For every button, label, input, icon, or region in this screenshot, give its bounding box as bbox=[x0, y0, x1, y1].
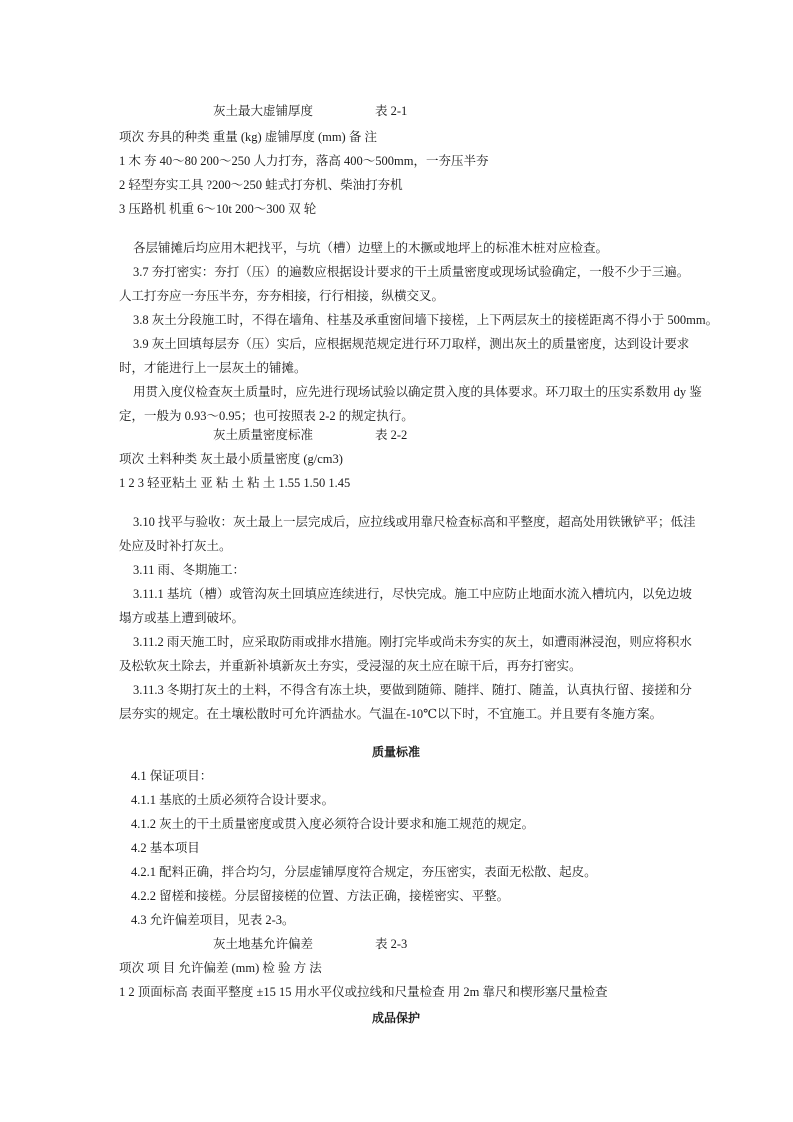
table-2-3-row: 1 2 顶面标高 表面平整度 ±15 15 用水平仪或拉线和尺量检查 用 2m 靠尺和楔形塞尺量检查 bbox=[119, 985, 608, 999]
paragraph-line: 层夯实的规定。在土壤松散时可允许洒盐水。气温在-10℃以下时，不宜施工。并且要有冬施方案。 bbox=[119, 707, 663, 721]
paragraph-line: 及松软灰土除去，并重新补填新灰土夯实，受浸湿的灰土应在晾干后，再夯打密实。 bbox=[119, 659, 582, 673]
paragraph-line: 定，一般为 0.93～0.95；也可按照表 2-2 的规定执行。 bbox=[119, 409, 414, 423]
section-heading-quality: 质量标准 bbox=[372, 745, 421, 759]
paragraph-line: 时，才能进行上一层灰土的铺摊。 bbox=[119, 361, 307, 375]
paragraph-line: 3.11.1 基坑（槽）或管沟灰土回填应连续进行，尽快完成。施工中应防止地面水流入槽坑内，以免边坡 bbox=[133, 587, 692, 601]
quality-line: 4.2.1 配料正确，拌合均匀，分层虚铺厚度符合规定，夯压密实，表面无松散、起皮。 bbox=[131, 865, 597, 879]
paragraph-line: 3.9 灰土回填每层夯（压）实后，应根据规范规定进行环刀取样，测出灰土的质量密度，达到设计要求 bbox=[133, 337, 690, 351]
paragraph-line: 3.11 雨、冬期施工： bbox=[133, 563, 246, 577]
quality-line: 4.1.2 灰土的干土质量密度或贯入度必须符合设计要求和施工规范的规定。 bbox=[131, 817, 535, 831]
paragraph-line: 3.11.2 雨天施工时，应采取防雨或排水措施。刚打完毕或尚未夯实的灰土，如遭雨淋浸泡，则应将积水 bbox=[133, 635, 692, 649]
table-2-1-row: 3 压路机 机重 6～10t 200～300 双 轮 bbox=[119, 202, 317, 216]
table-2-2-caption: 灰土质量密度标准 bbox=[213, 428, 314, 442]
table-2-3-caption: 灰土地基允许偏差 bbox=[213, 937, 314, 951]
table-2-2-number: 表 2-2 bbox=[375, 428, 408, 442]
table-2-2-header: 项次 土料种类 灰土最小质量密度 (g/cm3) bbox=[119, 452, 343, 466]
paragraph-line: 各层铺摊后均应用木耙找平，与坑（槽）边壁上的木撅或地坪上的标准木桩对应检查。 bbox=[133, 241, 609, 255]
paragraph-line: 用贯入度仪检查灰土质量时，应先进行现场试验以确定贯入度的具体要求。环刀取土的压实系数用 dy 鉴 bbox=[133, 385, 702, 399]
table-2-1-number: 表 2-1 bbox=[375, 104, 408, 118]
paragraph-line: 3.7 夯打密实：夯打（压）的遍数应根据设计要求的干土质量密度或现场试验确定，一般不少于三遍。 bbox=[133, 265, 690, 279]
quality-line: 4.3 允许偏差项目，见表 2-3。 bbox=[131, 913, 295, 927]
paragraph-line: 人工打夯应一夯压半夯，夯夯相接，行行相接，纵横交叉。 bbox=[119, 289, 445, 303]
paragraph-line: 处应及时补打灰土。 bbox=[119, 539, 232, 553]
table-2-3-header: 项次 项 目 允许偏差 (mm) 检 验 方 法 bbox=[119, 961, 322, 975]
quality-line: 4.2 基本项目 bbox=[131, 841, 200, 855]
table-2-1-header: 项次 夯具的种类 重量 (kg) 虚铺厚度 (mm) 备 注 bbox=[119, 130, 377, 144]
paragraph-line: 塌方或基上遭到破坏。 bbox=[119, 611, 245, 625]
quality-line: 4.1 保证项目： bbox=[131, 769, 213, 783]
table-2-3-number: 表 2-3 bbox=[375, 937, 408, 951]
table-2-1-row: 1 木 夯 40～80 200～250 人力打夯，落高 400～500mm，一夯压半夯 bbox=[119, 154, 489, 168]
table-caption: 灰土最大虚铺厚度 bbox=[213, 104, 314, 118]
paragraph-line: 3.10 找平与验收：灰土最上一层完成后，应拉线或用靠尺检查标高和平整度，超高处用铁锹铲平；低洼 bbox=[133, 515, 696, 529]
quality-line: 4.1.1 基底的土质必须符合设计要求。 bbox=[131, 793, 335, 807]
paragraph-line: 3.11.3 冬期打灰土的土料，不得含有冻土块，要做到随筛、随拌、随打、随盖，认真执行留、接搓和分 bbox=[133, 683, 692, 697]
table-2-2-row: 1 2 3 轻亚粘土 亚 粘 土 粘 土 1.55 1.50 1.45 bbox=[119, 476, 351, 490]
quality-line: 4.2.2 留槎和接槎。分层留接槎的位置、方法正确，接槎密实、平整。 bbox=[131, 889, 510, 903]
table-2-1-caption bbox=[213, 103, 313, 119]
table-2-1-row: 2 轻型夯实工具 ?200～250 蛙式打夯机、柴油打夯机 bbox=[119, 178, 403, 192]
paragraph-line: 3.8 灰土分段施工时，不得在墙角、柱基及承重窗间墙下接槎，上下两层灰土的接槎距离不得小于 500mm。 bbox=[133, 313, 719, 327]
section-heading-protection: 成品保护 bbox=[372, 1011, 421, 1025]
